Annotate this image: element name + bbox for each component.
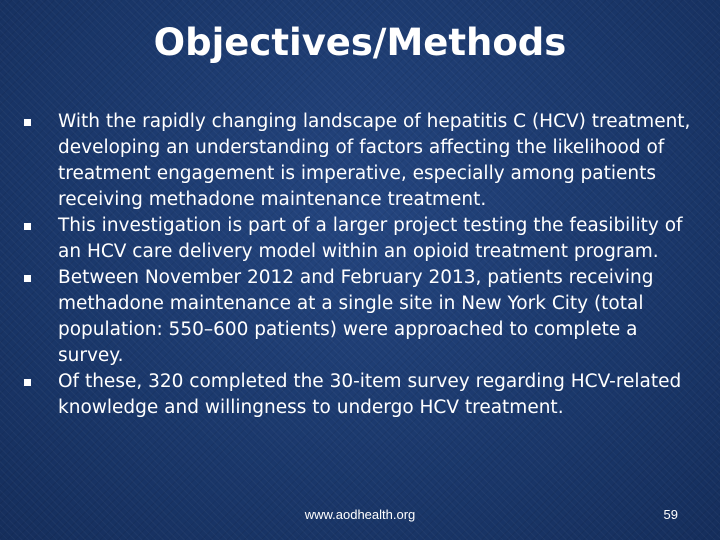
bullet-text: With the rapidly changing landscape of hepatitis C (HCV) treatment, developing an understanding of factors affecting the likelihood of treatment engagement is imperative, especially among patients receiving methadone maintenance treatment. <box>58 111 691 210</box>
page-number: 59 <box>663 507 678 522</box>
square-bullet-icon <box>24 379 31 386</box>
bullet-item <box>20 213 700 265</box>
bullet-list <box>20 109 700 421</box>
slide-title: Objectives/Methods <box>153 21 567 64</box>
bullet-item <box>20 109 700 213</box>
footer-url: www.aodhealth.org <box>304 507 416 522</box>
square-bullet-icon <box>24 275 31 282</box>
bullet-item <box>20 369 700 421</box>
bullet-text: This investigation is part of a larger project testing the feasibility of an HCV care delivery model within an opioid treatment program. <box>58 215 683 262</box>
square-bullet-icon <box>24 119 31 126</box>
bullet-item <box>20 265 700 369</box>
square-bullet-icon <box>24 223 31 230</box>
bullet-text: Between November 2012 and February 2013, patients receiving methadone maintenance at a single site in New York City (total population: 550–600 patients) were approached to complete a survey. <box>58 267 654 366</box>
bullet-text: Of these, 320 completed the 30-item survey regarding HCV-related knowledge and willingness to undergo HCV treatment. <box>58 371 682 418</box>
